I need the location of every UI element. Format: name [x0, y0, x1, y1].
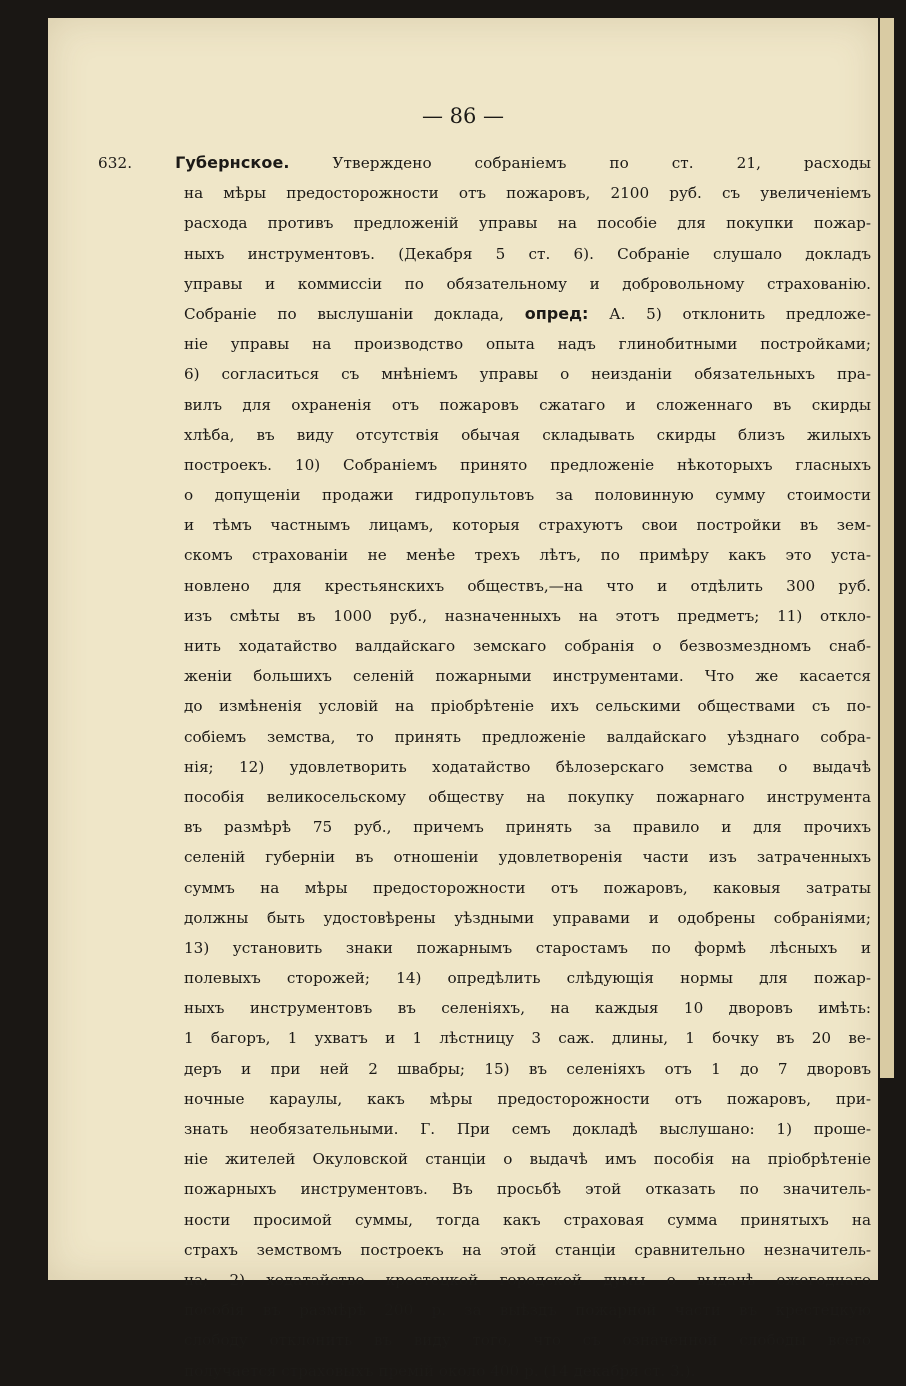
text-line: и тѣмъ частнымъ лицамъ, которыя страхуютъ свои постройки въ зем- [184, 516, 871, 535]
text-line: знать необязательными. Г. При семъ докладѣ выслушано: 1) проше- [184, 1120, 871, 1138]
line-text: Утверждено собраніемъ по ст. 21, расходы [332, 154, 872, 172]
page-number: — 86 — [421, 104, 505, 128]
bold-term: опред: [524, 303, 589, 323]
text-line: 13) установить знаки пожарнымъ старостамъ по формѣ лѣсныхъ и [184, 938, 871, 957]
text-line: ніе управы на производство опыта надъ глинобитными постройками; [184, 335, 871, 354]
text-line: 6) согласиться съ мнѣніемъ управы о неизданіи обязательныхъ пра- [184, 365, 871, 384]
text-line: пособія великосельскому обществу на покупку пожарнаго инструмента [184, 787, 871, 806]
text-line: на; 2) ходатайство крестецкой городской думы о выдачѣ ежегоднаго [184, 1270, 871, 1289]
text-line: нить ходатайство валдайскаго земскаго собранія о безвозмездномъ снаб- [184, 637, 871, 655]
text-line: суммъ на мѣры предосторожности отъ пожаровъ, каковыя затраты [184, 878, 871, 897]
text-line: новлено для крестьянскихъ обществъ,—на что и отдѣлить 300 руб. [184, 576, 871, 595]
text-line: деръ и при ней 2 швабры; 15) въ селеніяхъ отъ 1 до 7 дворовъ [184, 1059, 871, 1078]
text-line [98, 148, 871, 178]
text-line: на мѣры предосторожности отъ пожаровъ, 2100 руб. съ увеличеніемъ [184, 184, 871, 203]
text-line: до измѣненія условій на пріобрѣтеніе ихъ сельскими обществами съ по- [184, 697, 871, 716]
text-line: ныхъ инструментовъ въ селеніяхъ, на каждыя 10 дворовъ имѣть: [184, 999, 871, 1018]
text-line: селеній губерніи въ отношеніи удовлетворенія части изъ затраченныхъ [184, 848, 871, 867]
text-line: женіи большихъ селеній пожарными инструментами. Что же касается [184, 667, 871, 686]
text-line: полевыхъ сторожей; 14) опредѣлить слѣдующія нормы для пожар- [184, 969, 871, 988]
text-line: вилъ для охраненія отъ пожаровъ сжатаго и сложеннаго въ скирды [184, 395, 871, 414]
text-lines [184, 178, 871, 1386]
text-line: пособія въ размѣрѣ 200 р. за выѣздъ пожарной части въ крестецкую [184, 1301, 871, 1320]
text-line: 1 багоръ, 1 ухватъ и 1 лѣстницу 3 саж. длины, 1 бочку въ 20 ве- [184, 1029, 871, 1048]
text-line: нія; 12) удовлетворить ходатайство бѣлозерскаго земства о выдачѣ [184, 757, 871, 776]
next-page-edge [880, 18, 894, 1078]
text-line: въ размѣрѣ 75 руб., причемъ принять за правило и для прочихъ [184, 818, 871, 837]
text-line: хлѣба, въ виду отсутствія обычая складывать скирды близъ жилыхъ [184, 425, 871, 444]
text-line: о допущеніи продажи гидропультовъ за половинную сумму стоимости [184, 486, 871, 505]
text-line: Собраніе по выслушаніи доклада, опред: А. 5) отклонить предложе- [184, 303, 871, 323]
text-line: скомъ страхованіи не менѣе трехъ лѣтъ, по примѣру какъ это уста- [184, 546, 871, 565]
text-line: страхъ земствомъ построекъ на этой станціи сравнительно незначитель- [184, 1240, 871, 1259]
book-page [48, 18, 878, 1380]
text-line: слободу отклонить въ виду того, что съ означенной слободы всего [184, 1331, 871, 1350]
text-line: ныхъ инструментовъ. (Декабря 5 ст. 6). Собраніе слушало докладъ [184, 244, 871, 263]
text-line: должны быть удостовѣрены уѣздными управами и одобрены собраніями; [184, 908, 871, 927]
text-line: управы и коммиссіи по обязательному и добровольному страхованію. [184, 274, 871, 293]
text-line: ночные караулы, какъ мѣры предосторожности отъ пожаровъ, при- [184, 1089, 871, 1108]
text-line: собіемъ земства, то принять предложеніе валдайскаго уѣзднаго собра- [184, 727, 871, 746]
text-line: ности просимой суммы, тогда какъ страховая сумма принятыхъ на [184, 1210, 871, 1229]
text-line: пожарныхъ инструментовъ. Въ просьбѣ этой отказать по значитель- [184, 1180, 871, 1199]
text-line: изъ смѣты въ 1000 руб., назначенныхъ на этотъ предметъ; 11) откло- [184, 606, 871, 625]
text-line: расхода противъ предложеній управы на пособіе для покупки пожар- [184, 214, 871, 233]
paragraph-632 [98, 148, 872, 1386]
text-line: получается страховыхъ премій около 400 р. (14 декабря ст. 3.). [184, 1361, 696, 1380]
text-line: ніе жителей Окуловской станціи о выдачѣ имъ пособія на пріобрѣтеніе [184, 1150, 871, 1169]
text-line: построекъ. 10) Собраніемъ принято предложеніе нѣкоторыхъ гласныхъ [184, 455, 871, 474]
paragraph-number: 632. [98, 154, 133, 172]
paragraph-heading: Губернское. [175, 153, 290, 172]
